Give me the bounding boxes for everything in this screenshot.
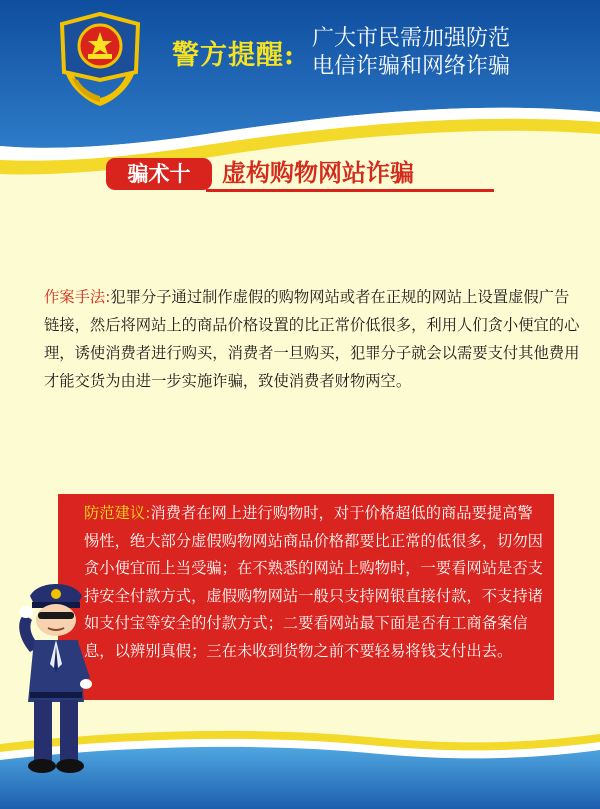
method-text: 犯罪分子通过制作虚假的购物网站或者在正规的网站上设置虚假广告链接，然后将网站上的商品价格设置的比正常价低很多，利用人们贪小便宜的心理，诱使消费者进行购买，消费者一旦购买，犯罪分子就会以需要支付其他费用才能交货为由进一步实施诈骗，致使消费者财物两空。 — [44, 288, 580, 390]
advice-label: 防范建议: — [84, 504, 151, 522]
police-officer-mascot — [8, 574, 98, 784]
section-title: 虚构购物网站诈骗 — [222, 158, 414, 187]
advice-paragraph — [84, 500, 548, 665]
header-label: 警方提醒: — [172, 40, 295, 71]
header-title-line-2: 电信诈骗和网络诈骗 — [312, 54, 511, 79]
header-title-line-1: 广大市民需加强防范 — [312, 26, 511, 51]
section-tag: 骗术十 — [106, 158, 212, 190]
method-label: 作案手法: — [44, 288, 111, 306]
section-heading — [106, 157, 498, 193]
method-paragraph — [44, 283, 584, 395]
header-title — [312, 25, 510, 81]
section-underline — [206, 189, 494, 192]
advice-text: 消费者在网上进行购物时，对于价格超低的商品要提高警惕性，绝大部分虚假购物网站商品价格都要比正常的低很多，切勿因贪小便宜而上当受骗；在不熟悉的网站上购物时，一要看网站是否支持安全付款方式，虚假购物网站一般只支持网银直接付款，不支持诸如支付宝等安全的付款方式；二要看网站最下面是否有工商备案信息，以辨别真假；三在未收到货物之前不要轻易将钱支付出去。 — [84, 504, 543, 660]
police-emblem-icon — [52, 10, 148, 110]
